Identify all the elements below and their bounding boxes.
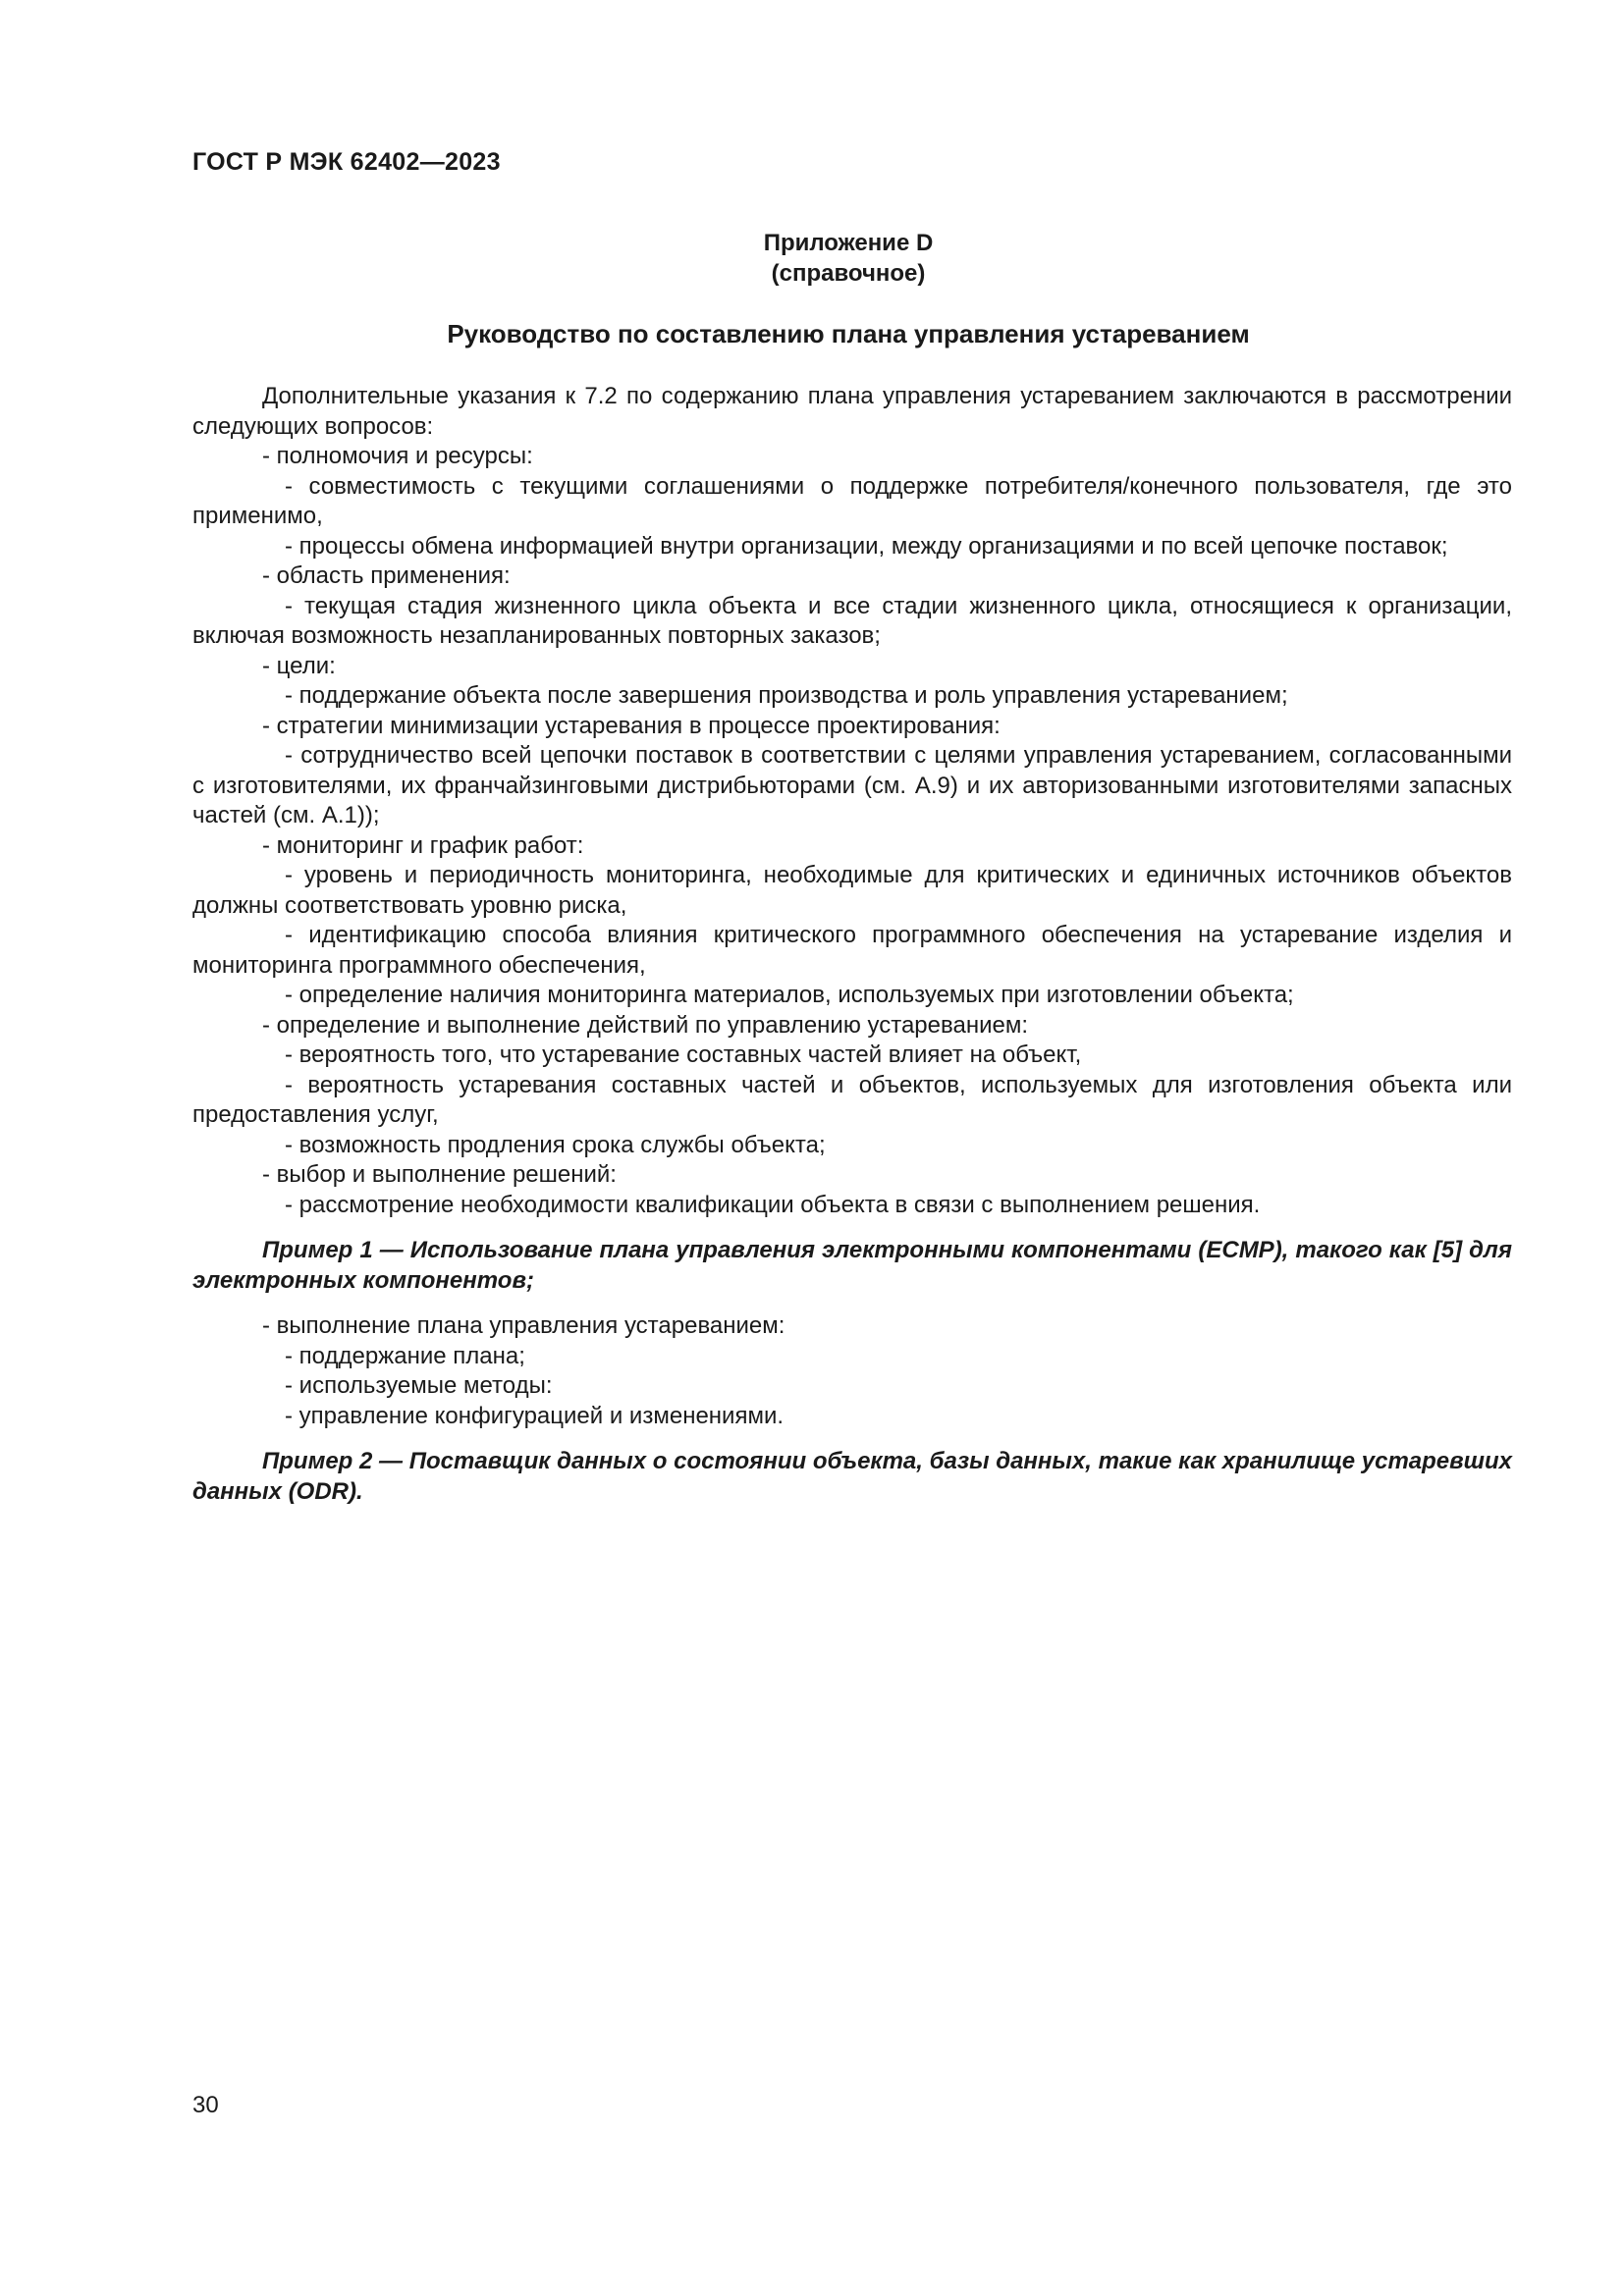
sub-list-item: - совместимость с текущими соглашениями о поддержке потребителя/конечного пользователя, где это применимо, xyxy=(192,472,1512,529)
annex-title xyxy=(0,319,1624,349)
standard-header: ГОСТ Р МЭК 62402—2023 xyxy=(192,148,501,176)
sub-list-item: - сотрудничество всей цепочки поставок в соответствии с целями управления устареванием, согласованными с изготовителями, их франчайзинговыми дистрибьюторами (см. А.9) и их авторизованными изготовителями запасных частей (см. А.1)); xyxy=(192,742,1512,828)
sub-list-item: - процессы обмена информацией внутри организации, между организациями и по всей цепочке поставок; xyxy=(285,532,1448,560)
list-item: - стратегии минимизации устаревания в процессе проектирования: xyxy=(262,712,1001,739)
annex-title-text: Руководство по составлению плана управления устареванием xyxy=(447,319,1250,348)
list-item: - определение и выполнение действий по управлению устареванием: xyxy=(262,1011,1028,1039)
list-item: - область применения: xyxy=(262,562,511,589)
list-item: - выполнение плана управления устареванием: xyxy=(262,1312,785,1339)
list-item: - выбор и выполнение решений: xyxy=(262,1161,617,1188)
list-item: - цели: xyxy=(262,652,336,679)
example-1: Пример 1 — Использование плана управления электронными компонентами (ECMP), такого как [5] для электронных компонентов; xyxy=(192,1237,1512,1294)
annex-label: Приложение D xyxy=(763,230,934,256)
page-number: 30 xyxy=(192,2092,219,2118)
sub-list-item: - поддержание плана; xyxy=(285,1342,525,1369)
list-item: - мониторинг и график работ: xyxy=(262,831,584,859)
example-2: Пример 2 — Поставщик данных о состоянии объекта, базы данных, такие как хранилище устаревших данных (ODR). xyxy=(192,1448,1512,1505)
sub-list-item: - текущая стадия жизненного цикла объекта и все стадии жизненного цикла, относящиеся к организации, включая возможность незапланированных повторных заказов; xyxy=(192,592,1512,649)
sub-list-item: - возможность продления срока службы объекта; xyxy=(285,1131,826,1158)
sub-list-item: - вероятность того, что устаревание составных частей влияет на объект, xyxy=(285,1041,1082,1068)
sub-list-item: - используемые методы: xyxy=(285,1372,553,1399)
sub-list-item: - управление конфигурацией и изменениями. xyxy=(285,1402,785,1429)
sub-list-item: - вероятность устаревания составных частей и объектов, используемых для изготовления объекта или предоставления услуг, xyxy=(192,1071,1512,1128)
intro-paragraph: Дополнительные указания к 7.2 по содержанию плана управления устареванием заключаются в рассмотрении следующих вопросов: xyxy=(192,383,1512,440)
sub-list-item: - идентификацию способа влияния критического программного обеспечения на устаревание изделия и мониторинга программного обеспечения, xyxy=(192,922,1512,979)
sub-list-item: - рассмотрение необходимости квалификации объекта в связи с выполнением решения. xyxy=(285,1191,1261,1218)
annex-body xyxy=(192,382,1512,1507)
sub-list-item: - поддержание объекта после завершения производства и роль управления устареванием; xyxy=(285,682,1288,709)
sub-list-item: - определение наличия мониторинга материалов, используемых при изготовлении объекта; xyxy=(285,982,1294,1008)
annex-status: (справочное) xyxy=(771,260,926,287)
list-item: - полномочия и ресурсы: xyxy=(262,443,533,469)
annex-heading xyxy=(0,228,1624,289)
sub-list-item: - уровень и периодичность мониторинга, необходимые для критических и единичных источников объектов должны соответствовать уровню риска, xyxy=(192,862,1512,919)
